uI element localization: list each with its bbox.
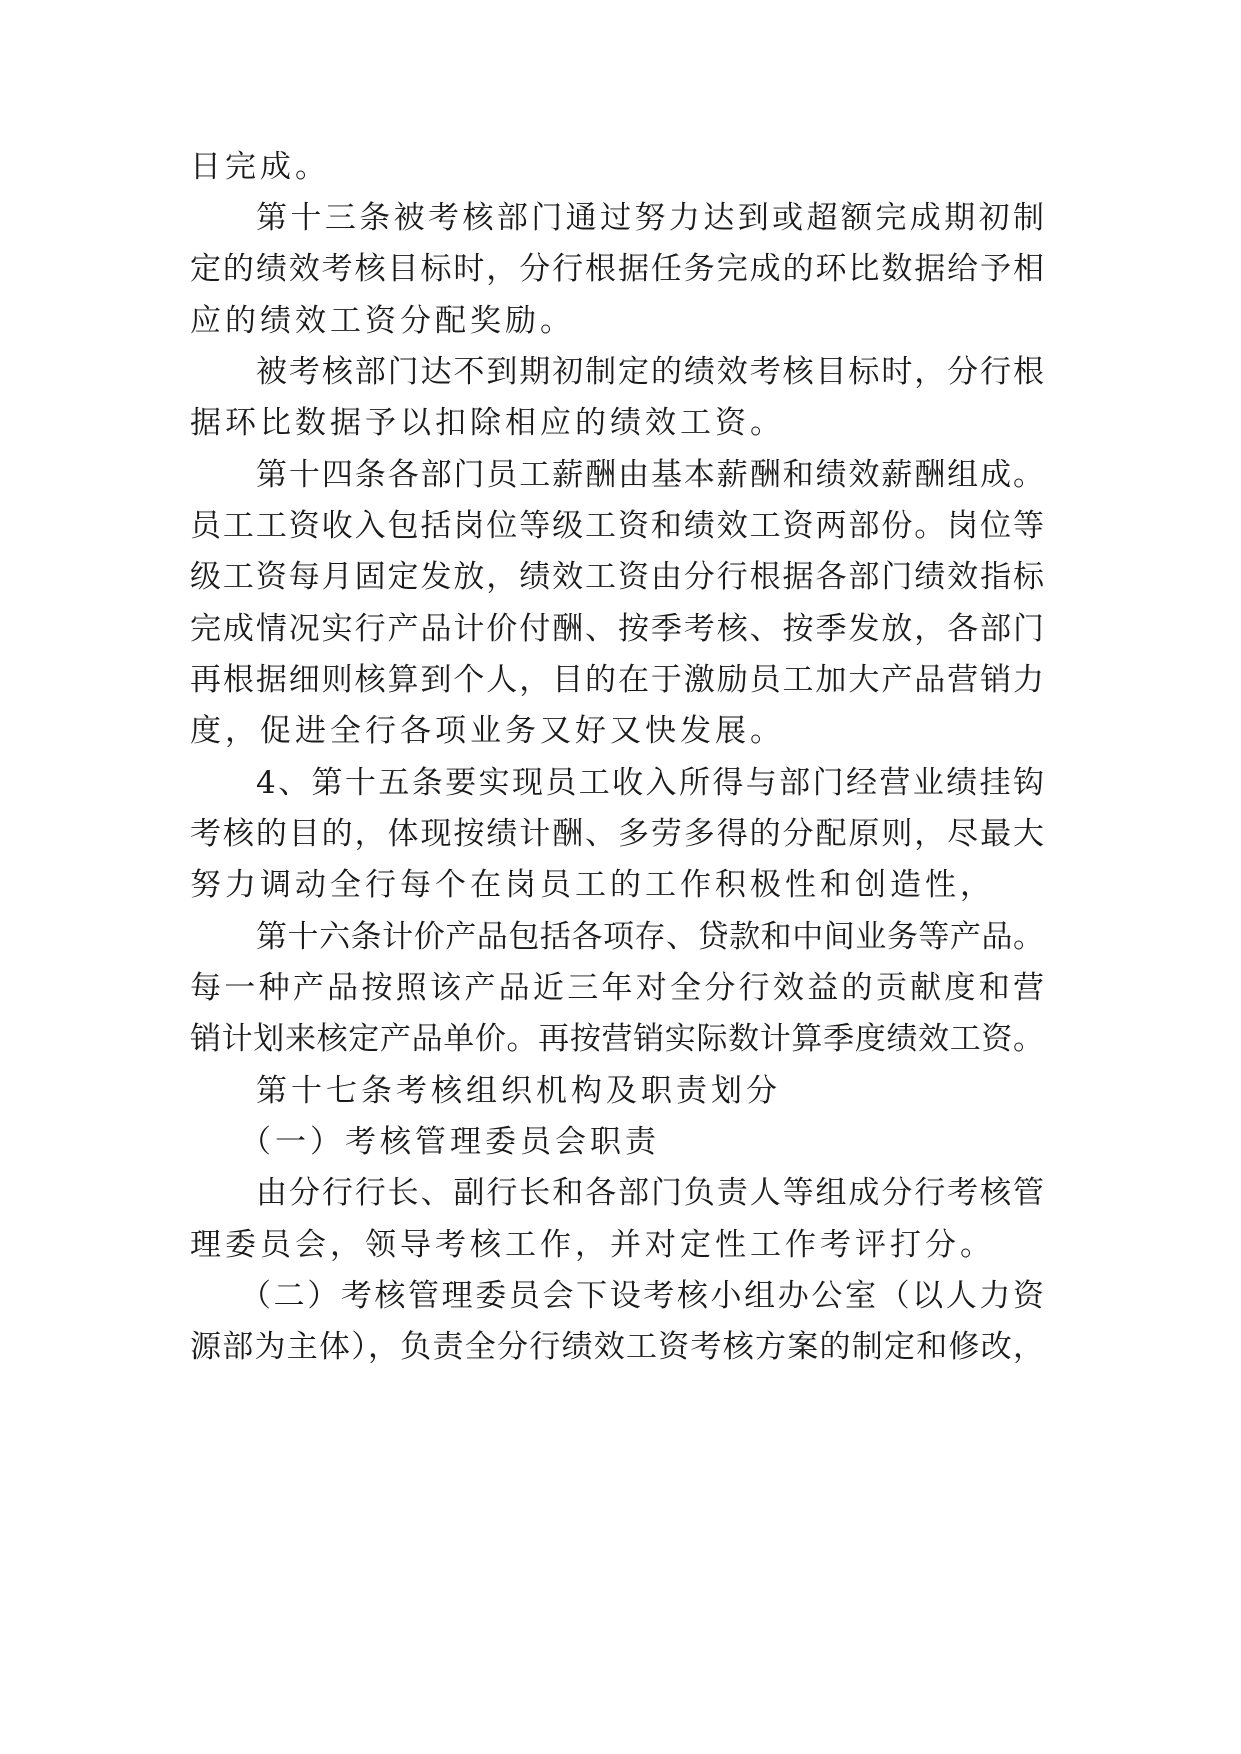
text-line: 销计划来核定产品单价。再按营销实际数计算季度绩效工资。 — [190, 1021, 1044, 1057]
text-line: 级工资每月固定发放，绩效工资由分行根据各部门绩效指标 — [190, 559, 1044, 595]
text-line: 第十四条各部门员工薪酬由基本薪酬和绩效薪酬组成。 — [256, 457, 1044, 493]
text-line: 度，促进全行各项业务又好又快发展。 — [190, 713, 785, 749]
text-line: 由分行行长、副行长和各部门负责人等组成分行考核管 — [256, 1175, 1044, 1211]
text-line: 理委员会，领导考核工作，并对定性工作考评打分。 — [190, 1227, 995, 1263]
text-line: 被考核部门达不到期初制定的绩效考核目标时，分行根 — [256, 354, 1044, 390]
text-line: 日完成。 — [190, 149, 330, 185]
text-line: 定的绩效考核目标时，分行根据任务完成的环比数据给予相 — [190, 251, 1044, 287]
text-line: 源部为主体），负责全分行绩效工资考核方案的制定和修改， — [190, 1329, 1044, 1365]
text-line: （二）考核管理委员会下设考核小组办公室（以人力资 — [240, 1278, 1044, 1314]
text-line: 考核的目的，体现按绩计酬、多劳多得的分配原则，尽最大 — [190, 816, 1044, 852]
text-line: 应的绩效工资分配奖励。 — [190, 303, 575, 339]
text-line: 每一种产品按照该产品近三年对全分行效益的贡献度和营 — [190, 970, 1044, 1006]
text-line: 努力调动全行每个在岗员工的工作积极性和创造性， — [190, 867, 995, 903]
text-line: 第十七条考核组织机构及职责划分 — [256, 1073, 781, 1109]
text-line: 4、第十五条要实现员工收入所得与部门经营业绩挂钩 — [256, 765, 1044, 801]
text-line: 完成情况实行产品计价付酬、按季考核、按季发放，各部门 — [190, 611, 1044, 647]
text-line: 再根据细则核算到个人，目的在于激励员工加大产品营销力 — [190, 662, 1044, 698]
text-line: 第十三条被考核部门通过努力达到或超额完成期初制 — [256, 200, 1044, 236]
text-line: 据环比数据予以扣除相应的绩效工资。 — [190, 405, 785, 441]
text-line: 第十六条计价产品包括各项存、贷款和中间业务等产品。 — [256, 919, 1044, 955]
text-line: 员工工资收入包括岗位等级工资和绩效工资两部份。岗位等 — [190, 508, 1044, 544]
text-line: （一）考核管理委员会职责 — [240, 1124, 660, 1160]
